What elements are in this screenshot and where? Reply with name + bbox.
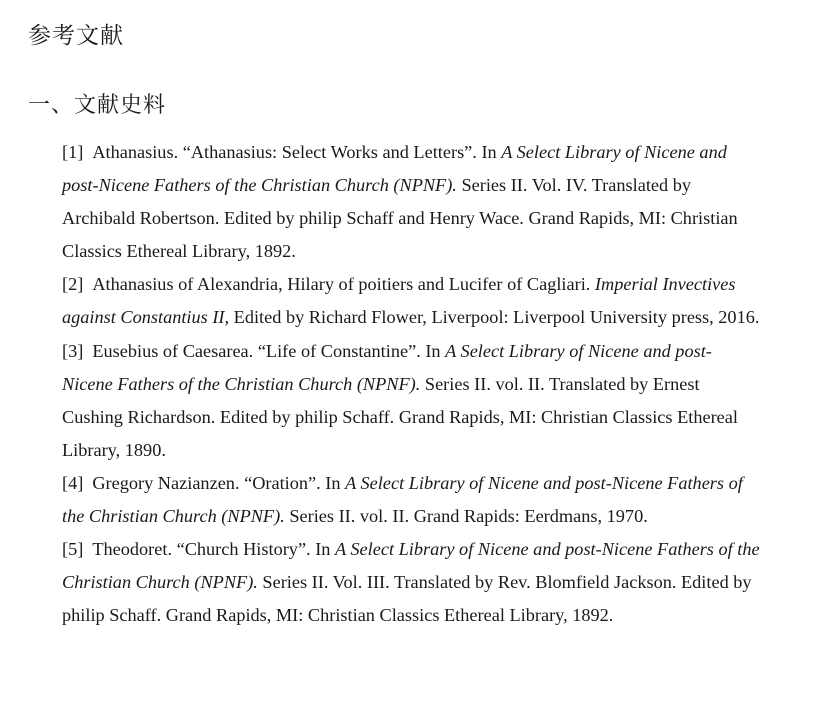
- reference-source-title: A Select Library of Nicene and post-Nicene Fathers of the Christian Church (NPNF).: [62, 472, 743, 527]
- reference-text: Gregory Nazianzen. “Oration”. In: [92, 472, 346, 493]
- reference-number: [3]: [62, 340, 84, 361]
- reference-text: Series II. Vol. III. Translated by Rev. Blomfield Jackson. Edited by philip Schaff. Grand Rapids, MI: Christian Classics Ethereal Library, 1892.: [62, 572, 752, 626]
- reference-number: [2]: [62, 274, 84, 295]
- reference-text: Athanasius. “Athanasius: Select Works and Letters”. In: [92, 142, 502, 162]
- page-title: 参考文献: [28, 23, 124, 49]
- reference-text: Eusebius of Caesarea. “Life of Constantine”. In: [92, 340, 446, 361]
- reference-number: [1]: [62, 142, 84, 162]
- reference-list: [62, 136, 762, 632]
- reference-source-title: A Select Library of Nicene and post-Nicene Fathers of the Christian Church (NPNF).: [62, 142, 727, 196]
- reference-item: [62, 533, 762, 632]
- reference-source-title: A Select Library of Nicene and post-Nicene Fathers of the Christian Church (NPNF).: [62, 539, 760, 593]
- reference-item: [62, 136, 762, 268]
- reference-item: [62, 268, 762, 334]
- reference-text: Athanasius of Alexandria, Hilary of poitiers and Lucifer of Cagliari.: [92, 274, 595, 295]
- reference-text: Series II. Vol. IV. Translated by Archibald Robertson. Edited by philip Schaff and Henry Wace. Grand Rapids, MI: Christian Classics Ethereal Library, 1892.: [62, 175, 738, 262]
- reference-text: Theodoret. “Church History”. In: [92, 539, 335, 560]
- reference-text: Series II. vol. II. Translated by Ernest Cushing Richardson. Edited by philip Schaff. Grand Rapids, MI: Christian Classics Ethereal Library, 1890.: [62, 373, 738, 460]
- section-heading: 一、文献史料: [28, 93, 167, 118]
- reference-item: [62, 467, 762, 533]
- reference-text: , Edited by Richard Flower, Liverpool: Liverpool University press, 2016.: [224, 307, 760, 328]
- reference-source-title: A Select Library of Nicene and post-Nicene Fathers of the Christian Church (NPNF).: [62, 340, 712, 394]
- reference-text: Series II. vol. II. Grand Rapids: Eerdmans, 1970.: [284, 506, 648, 527]
- reference-item: [62, 335, 762, 467]
- reference-source-title: Imperial Invectives against Constantius II: [62, 274, 736, 328]
- reference-number: [5]: [62, 539, 84, 560]
- reference-number: [4]: [62, 472, 84, 493]
